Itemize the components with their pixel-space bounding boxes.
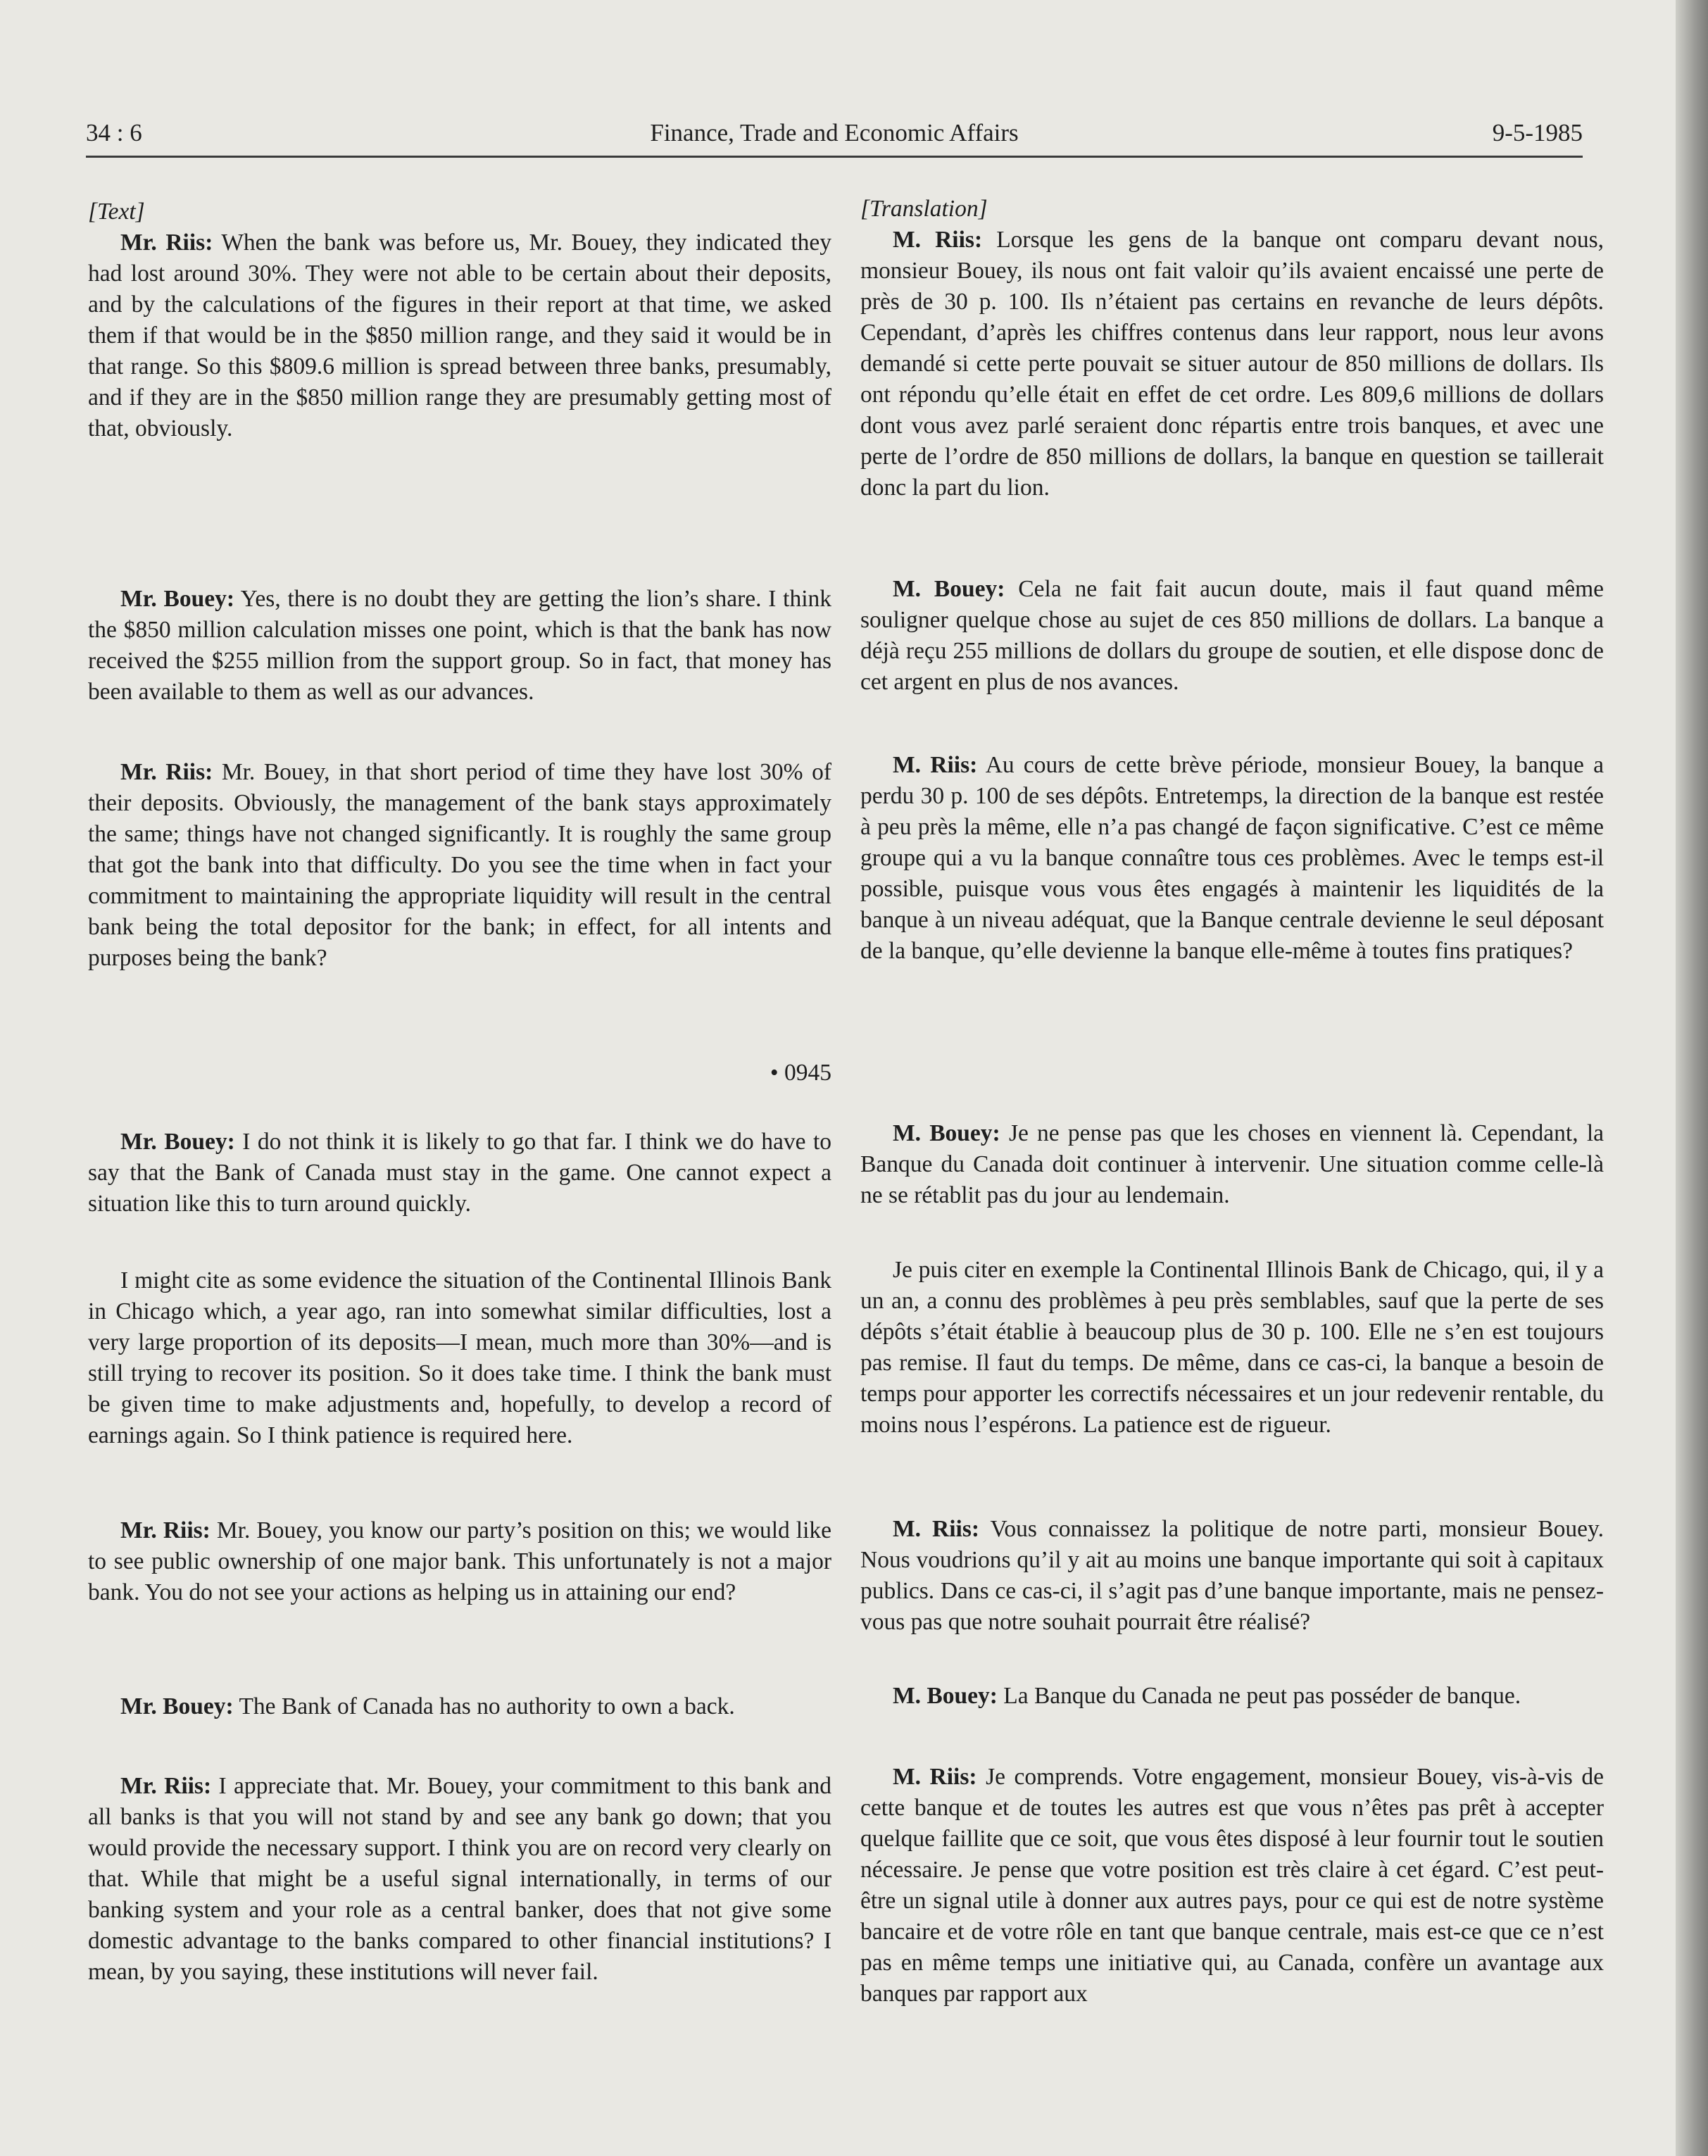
- paragraph-text: Au cours de cette brève période, monsieur Bouey, la banque a perdu 30 p. 100 de ses dépôts. Entretemps, la direction de la banque est restée à peu près la même, elle n’a pas changé de façon significative. C’est ce même groupe qui a vu la banque connaître tous ces problèmes. Avec le temps est-il possible, puisque vous vous êtes engagés à maintenir les liquidités de la banque à un niveau adéquat, que la Banque centrale devienne le seul déposant de la banque, qu’elle devienne la banque elle-même à toutes fins pratiques?: [860, 752, 1605, 964]
- speaker-name: M. Bouey:: [893, 576, 1005, 602]
- paragraph-text: The Bank of Canada has no authority to own a back.: [239, 1693, 735, 1719]
- time-marker: • 0945: [770, 1060, 831, 1086]
- paragraph-text: I might cite as some evidence the situation of the Continental Illinois Bank in Chicago which, a year ago, ran into somewhat similar difficulties, lost a very large proportion of its deposits—I mean, much more than 30%—and is still trying to recover its position. So it does take time. I think the bank must be given time to make adjustments and, hopefully, to develop a record of earnings again. So I think patience is required here.: [88, 1267, 831, 1448]
- french-column: [860, 194, 1604, 2095]
- speaker-name: M. Riis:: [893, 1764, 977, 1790]
- paragraph-text: When the bank was before us, Mr. Bouey, they indicated they had lost around 30%. They were not able to be certain about their deposits, and by the calculations of the figures in their report at that time, we asked them if that would be in the $850 million range, and they said it would be in that range. So this $809.6 million is spread between three banks, presumably, and if they are in the $850 million range they are presumably getting most of that, obviously.: [88, 230, 831, 441]
- page-header: [86, 115, 1583, 158]
- paragraph: [88, 227, 831, 444]
- text-label: [Text]: [88, 199, 145, 225]
- paragraph: [860, 1681, 1604, 1712]
- paragraph: [88, 757, 831, 974]
- paragraph: [860, 1514, 1604, 1638]
- paragraph-text: Mr. Bouey, in that short period of time they have lost 30% of their deposits. Obviously, the management of the bank stays approximately the same; things have not changed significantly. It is roughly the same group that got the bank into that difficulty. Do you see the time when in fact your commitment to maintaining the appropriate liquidity will result in the central bank being the total depositor for the bank; in effect, for all intents and purposes being the bank?: [88, 759, 831, 971]
- paragraph: [860, 225, 1604, 503]
- paragraph-text: La Banque du Canada ne peut pas posséder de banque.: [1003, 1683, 1521, 1709]
- paragraph: [88, 1515, 831, 1608]
- page-edge: [1676, 0, 1708, 2156]
- running-title: Finance, Trade and Economic Affairs: [650, 119, 1019, 146]
- speaker-name: Mr. Riis:: [120, 1517, 211, 1543]
- paragraph-text: Yes, there is no doubt they are getting the lion’s share. I think the $850 million calculation misses one point, which is that the bank has now received the $255 million from the support group. So in fact, that money has been available to them as well as our advances.: [88, 586, 832, 705]
- paragraph-text: Je ne pense pas que les choses en viennent là. Cependant, la Banque du Canada doit continuer à intervenir. Une situation comme celle-là ne se rétablit pas du jour au lendemain.: [860, 1120, 1604, 1208]
- page-number: 34 : 6: [86, 119, 142, 146]
- speaker-name: M. Riis:: [893, 227, 983, 253]
- speaker-name: Mr. Riis:: [120, 230, 213, 256]
- paragraph: [860, 1118, 1604, 1211]
- speaker-name: M. Bouey:: [893, 1120, 1000, 1146]
- paragraph-text: Cela ne fait fait aucun doute, mais il faut quand même souligner quelque chose au sujet de ces 850 millions de dollars. La banque a déjà reçu 255 millions de dollars du groupe de soutien, et elle dispose donc de cet argent en plus de nos avances.: [860, 576, 1605, 695]
- speaker-name: M. Riis:: [893, 1516, 980, 1542]
- paragraph-text: Je comprends. Votre engagement, monsieur Bouey, vis-à-vis de cette banque et de toutes les autres est que vous n’êtes pas prêt à accepter quelque faillite que ce soit, que vous êtes disposé à leur fournir tout le soutien nécessaire. Je pense que votre position est très claire à cet égard. C’est peut-être un signal utile à donner aux autres pays, pour ce qui est de notre système bancaire et de votre rôle en tant que banque centrale, mais est-ce que ce n’est pas en même temps une initiative qui, au Canada, confère un avantage aux banques par rapport aux: [860, 1764, 1604, 2007]
- speaker-name: Mr. Bouey:: [120, 586, 235, 612]
- paragraph-text: I do not think it is likely to go that far. I think we do have to say that the Bank of Canada must stay in the game. One cannot expect a situation like this to turn around quickly.: [88, 1129, 832, 1217]
- paragraph: [860, 750, 1604, 967]
- paragraph: [88, 1265, 831, 1451]
- header-date: 9-5-1985: [1492, 119, 1583, 146]
- paragraph: [88, 1771, 831, 1988]
- translation-label: [Translation]: [860, 196, 988, 222]
- english-column: [88, 194, 831, 2095]
- paragraph-text: I appreciate that. Mr. Bouey, your commitment to this bank and all banks is that you will not stand by and see any bank go down; that you would provide the necessary support. I think you are on record very clearly on that. While that might be a useful signal internationally, in terms of our banking system and your role as a central banker, does that not give some domestic advantage to the banks compared to other financial institutions? I mean, by you saying, these institutions will never fail.: [88, 1773, 831, 1985]
- paragraph-text: Lorsque les gens de la banque ont comparu devant nous, monsieur Bouey, ils nous ont fait valoir qu’ils avaient encaissé une perte de près de 30 p. 100. Ils n’étaient pas certains en revanche de leurs dépôts. Cependant, d’après les chiffres contenus dans leur rapport, nous leur avons demandé si cette perte pouvait se situer autour de 850 millions de dollars. Ils ont répondu qu’elle était en effet de cet ordre. Les 809,6 millions de dollars dont vous avez parlé seraient donc répartis entre trois banques, et avec une perte de l’ordre de 850 millions de dollars, la banque en question se taillerait donc la part du lion.: [860, 227, 1604, 501]
- paragraph-text: Vous connaissez la politique de notre parti, monsieur Bouey. Nous voudrions qu’il y ait au moins une banque importante qui soit à capitaux publics. Dans ce cas-ci, il s’agit pas d’une banque importante, mais ne pensez-vous pas que notre souhait pourrait être réalisé?: [860, 1516, 1604, 1635]
- paragraph: [88, 1691, 831, 1722]
- paragraph-text: Mr. Bouey, you know our party’s position on this; we would like to see public ownership of one major bank. This unfortunately is not a major bank. You do not see your actions as helping us in attaining our end?: [88, 1517, 832, 1605]
- speaker-name: Mr. Bouey:: [120, 1129, 235, 1155]
- speaker-name: Mr. Riis:: [120, 759, 213, 785]
- paragraph: [860, 1255, 1604, 1441]
- paragraph: [88, 584, 831, 708]
- paragraph: [860, 574, 1604, 698]
- paragraph: [88, 1127, 831, 1220]
- speaker-name: Mr. Bouey:: [120, 1693, 234, 1719]
- paragraph: [860, 1762, 1604, 2010]
- paragraph-text: Je puis citer en exemple la Continental Illinois Bank de Chicago, qui, il y a un an, a connu des problèmes à peu près semblables, sauf que la perte de ses dépôts s’était établie à beaucoup plus de 30 p. 100. Elle ne s’en est toujours pas remise. Il faut du temps. De même, dans ce cas-ci, la banque a besoin de temps pour apporter les correctifs nécessaires et un jour redevenir rentable, du moins nous l’espérons. La patience est de rigueur.: [860, 1257, 1604, 1438]
- speaker-name: M. Bouey:: [893, 1683, 998, 1709]
- speaker-name: Mr. Riis:: [120, 1773, 212, 1799]
- speaker-name: M. Riis:: [893, 752, 978, 778]
